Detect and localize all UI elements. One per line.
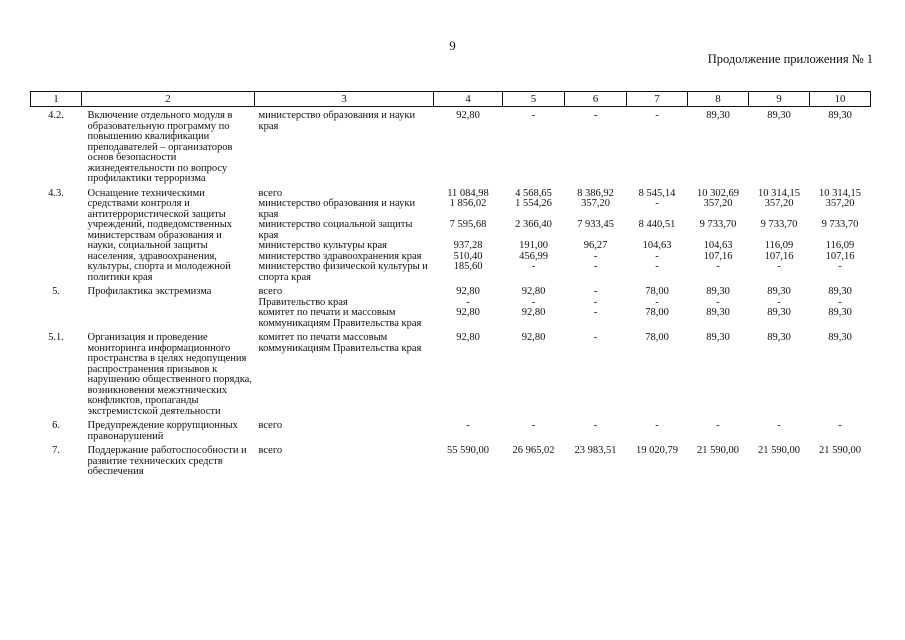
item-number: 7. [52, 445, 60, 456]
value-col-5: 456,99 [519, 250, 548, 262]
executor: комитет по печати и массовым коммуникациям Правительства края [258, 307, 422, 329]
value-col-5: 92,80 [521, 307, 546, 318]
header-col-5: 5 [503, 92, 565, 107]
value-col-8: 21 590,00 [697, 445, 739, 456]
value-col-5: - [531, 110, 536, 121]
value-col-6: 23 983,51 [574, 445, 617, 456]
value-col-7: 8 545,14 [638, 187, 676, 199]
header-col-3: 3 [255, 92, 434, 107]
value-col-5: 1 554,26 [515, 198, 552, 209]
value-col-4: - [466, 420, 470, 431]
value-col-8: 89,30 [706, 307, 730, 318]
value-col-4: 185,60 [453, 261, 483, 272]
value-col-6: 7 933,45 [577, 219, 614, 230]
executor: всего [258, 420, 283, 431]
value-col-7: 78,00 [645, 286, 669, 297]
value-col-9: 9 733,70 [760, 219, 798, 230]
value-col-7: - [655, 296, 659, 308]
value-col-7: - [655, 110, 659, 121]
executor: министерство образования и науки края [258, 110, 416, 132]
value-col-10: - [838, 420, 842, 431]
executor: министерство физической культуры и спорта края [258, 261, 428, 283]
item-name: Организация и проведение мониторинга информационного пространства в целях недопущения распространения призывов к нарушению общественного порядка, возникновения межэтнических конфликтов, пропаганды экстремистской деятельности [87, 332, 252, 417]
value-col-6: 357,20 [581, 198, 610, 209]
item-name: Профилактика экстремизма [87, 286, 212, 297]
value-col-4: 92,80 [456, 110, 480, 121]
value-col-9: - [777, 261, 781, 272]
executor: министерство образования и науки края [258, 198, 416, 220]
value-col-8: 89,30 [706, 110, 730, 121]
table-row [31, 333, 871, 417]
value-col-8: 89,30 [706, 286, 730, 297]
executor: всего [258, 286, 283, 297]
item-number: 6. [52, 420, 60, 431]
executor: министерство культуры края [258, 240, 388, 251]
value-col-8: 10 302,69 [697, 187, 739, 199]
header-col-9: 9 [749, 92, 810, 107]
value-col-4: 92,80 [456, 307, 480, 318]
value-col-9: 107,16 [764, 250, 794, 262]
value-col-4: 92,80 [456, 286, 480, 297]
item-number: 5. [52, 286, 60, 297]
value-col-9: 116,09 [764, 240, 794, 251]
value-col-9: - [777, 420, 781, 431]
value-col-10: 116,09 [825, 240, 855, 251]
value-col-8: 9 733,70 [699, 219, 737, 230]
value-col-4: - [466, 296, 470, 308]
item-name: Оснащение техническими средствами контроля и антитеррористической защиты учреждений, подведомственных министерствам образования и науки, социальной защиты населения, здравоохранения, культуры, спорта и молодежной политики края [87, 187, 233, 283]
value-col-9: - [777, 296, 781, 308]
table-row [31, 111, 871, 185]
value-col-9: 89,30 [767, 332, 791, 343]
value-col-4: 937,28 [453, 240, 483, 251]
value-col-8: 107,16 [703, 250, 733, 262]
value-col-7: - [655, 198, 659, 209]
executor: комитет по печати массовым коммуникациям Правительства края [258, 332, 422, 354]
value-col-6: 96,27 [583, 240, 608, 251]
value-col-8: - [716, 420, 720, 431]
table-row [31, 287, 871, 298]
header-col-6: 6 [565, 92, 627, 107]
value-col-5: 191,00 [519, 240, 548, 251]
item-number: 4.2. [48, 110, 64, 121]
table-row [31, 421, 871, 442]
value-col-7: 19 020,79 [636, 445, 678, 456]
value-col-6: - [593, 332, 598, 343]
executor: всего [258, 445, 283, 456]
value-col-6: - [593, 250, 598, 262]
value-col-6: - [593, 307, 598, 318]
item-number: 5.1. [48, 332, 64, 343]
header-col-4: 4 [434, 92, 503, 107]
value-col-9: 89,30 [767, 286, 791, 297]
value-col-7: - [655, 261, 659, 272]
value-col-6: - [593, 261, 598, 272]
value-col-10: 357,20 [825, 198, 855, 209]
value-col-7: 104,63 [642, 240, 672, 251]
continuation-label: Продолжение приложения № 1 [707, 52, 873, 66]
item-name: Предупреждение коррупционных правонарушений [87, 420, 238, 442]
header-col-1: 1 [31, 92, 82, 107]
value-col-5: 4 568,65 [515, 187, 552, 199]
value-col-5: 92,80 [521, 286, 546, 297]
value-col-10: 89,30 [828, 110, 852, 121]
value-col-7: - [655, 420, 659, 431]
value-col-5: 92,80 [521, 332, 546, 343]
value-col-7: 78,00 [645, 332, 669, 343]
value-col-8: 104,63 [703, 240, 733, 251]
value-col-6: - [593, 296, 598, 308]
value-col-10: 10 314,15 [819, 187, 861, 199]
value-col-4: 7 595,68 [449, 219, 487, 230]
appendix-table [30, 91, 871, 478]
table-header-row [31, 92, 871, 107]
value-col-6: 8 386,92 [577, 187, 614, 199]
value-col-5: 26 965,02 [512, 445, 555, 456]
value-col-7: 8 440,51 [638, 219, 676, 230]
value-col-10: 107,16 [825, 250, 855, 262]
value-col-9: 10 314,15 [758, 187, 800, 199]
header-col-7: 7 [627, 92, 688, 107]
value-col-8: - [716, 296, 720, 308]
value-col-10: - [838, 261, 842, 272]
value-col-10: 89,30 [828, 286, 852, 297]
value-col-5: 2 366,40 [515, 219, 552, 230]
header-col-8: 8 [688, 92, 749, 107]
item-name: Поддержание работоспособности и развитие технических средств обеспечения [87, 445, 247, 477]
value-col-4: 55 590,00 [447, 445, 489, 456]
table-body [31, 107, 871, 478]
page-number: 9 [449, 38, 456, 53]
value-col-10: - [838, 296, 842, 308]
value-col-9: 357,20 [764, 198, 794, 209]
executor: Правительство края [258, 296, 348, 308]
value-col-5: - [531, 296, 536, 308]
value-col-4: 92,80 [456, 332, 480, 343]
value-col-7: - [655, 250, 659, 262]
value-col-4: 1 856,02 [449, 198, 487, 209]
value-col-10: 21 590,00 [819, 445, 861, 456]
value-col-8: 89,30 [706, 332, 730, 343]
value-col-9: 21 590,00 [758, 445, 800, 456]
value-col-7: 78,00 [645, 307, 669, 318]
value-col-6: - [593, 110, 598, 121]
header-col-2: 2 [82, 92, 255, 107]
value-col-5: - [531, 261, 536, 272]
value-col-6: - [593, 420, 598, 431]
value-col-5: - [531, 420, 536, 431]
executor: министерство здравоохранения края [258, 250, 422, 262]
item-name: Включение отдельного модуля в образовательную программу по повышению квалификации преподавателей – организаторов основ безопасности жизнедеятельности по вопросу профилактики терроризма [87, 110, 233, 184]
value-col-10: 89,30 [828, 332, 852, 343]
item-number: 4.3. [48, 187, 64, 199]
value-col-8: 357,20 [703, 198, 733, 209]
table-row [31, 446, 871, 478]
value-col-9: 89,30 [767, 110, 791, 121]
value-col-8: - [716, 261, 720, 272]
executor: министерство социальной защиты края [258, 219, 413, 241]
value-col-4: 510,40 [453, 250, 483, 262]
value-col-4: 11 084,98 [447, 187, 489, 199]
value-col-10: 9 733,70 [821, 219, 859, 230]
executor: всего [258, 187, 283, 199]
value-col-9: 89,30 [767, 307, 791, 318]
header-col-10: 10 [810, 92, 871, 107]
value-col-10: 89,30 [828, 307, 852, 318]
value-col-6: - [593, 286, 598, 297]
